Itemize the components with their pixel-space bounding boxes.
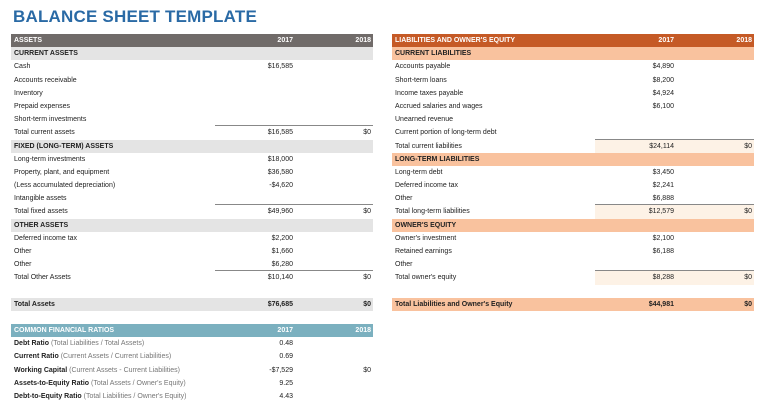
row-label: Total Other Assets	[14, 274, 71, 282]
table-row	[11, 245, 373, 258]
total-cell-bg	[595, 270, 754, 284]
ratio-formula: (Current Assets / Current Liabilities)	[60, 353, 172, 361]
row-label: Prepaid expenses	[14, 102, 71, 110]
value-2017[interactable]: $4,890	[652, 63, 674, 71]
value-2018: $0	[744, 300, 752, 308]
ratios-table	[11, 324, 373, 403]
section-current	[392, 47, 754, 60]
row-label: Long-term debt	[395, 168, 443, 176]
table-row	[11, 74, 373, 87]
value-2017[interactable]: $1,660	[271, 248, 293, 255]
row-label: Income taxes payable	[395, 89, 464, 97]
total-longterm	[392, 205, 754, 218]
ratios-header	[11, 324, 373, 337]
row-label: Owner's investment	[395, 234, 457, 242]
table-row	[11, 100, 373, 113]
table-row	[392, 113, 754, 126]
row-label: Cash	[14, 63, 31, 71]
value-2017[interactable]: $6,888	[652, 195, 674, 203]
value-2017[interactable]: $6,100	[652, 102, 674, 110]
value-2017[interactable]: $18,000	[267, 155, 293, 163]
row-label: Property, plant, and equipment	[14, 168, 110, 176]
row-label: Total Liabilities and Owner's Equity	[395, 300, 513, 308]
liabilities-table	[392, 34, 754, 311]
total-cell-bg	[595, 204, 754, 218]
value-2018: $0	[363, 129, 371, 137]
section-title: OTHER ASSETS	[14, 221, 69, 229]
value-2017: $24,114	[649, 142, 674, 150]
liabilities-header	[392, 34, 754, 47]
total-liabilities-equity-row	[392, 298, 754, 311]
value-2017[interactable]: $2,200	[271, 234, 293, 242]
table-row	[11, 153, 373, 166]
ratio-formula: (Total Assets / Owner's Equity)	[91, 379, 186, 387]
value-2017: 2017	[277, 327, 293, 334]
ratio-formula: (Total Liabilities / Total Assets)	[50, 340, 145, 348]
row-label: Total Assets	[14, 300, 55, 308]
ratio-name: Assets-to-Equity Ratio	[14, 379, 90, 387]
row-label: Current portion of long-term debt	[395, 129, 497, 137]
page-title: BALANCE SHEET TEMPLATE	[13, 7, 257, 26]
section-title: OWNER'S EQUITY	[395, 221, 457, 229]
section-other-assets	[11, 219, 373, 232]
row-label: Accounts payable	[395, 63, 451, 71]
total-equity	[392, 271, 754, 284]
section-equity	[392, 219, 754, 232]
row-label: Short-term investments	[14, 116, 87, 124]
ratio-name: Current Ratio	[14, 353, 59, 361]
total-current	[392, 140, 754, 153]
total-underline	[215, 204, 373, 205]
table-row	[392, 100, 754, 113]
table-row	[11, 166, 373, 179]
value-2017[interactable]: $2,100	[652, 234, 674, 242]
ratio-name: Debt Ratio	[14, 340, 49, 348]
row-label: LIABILITIES AND OWNER'S EQUITY	[395, 37, 516, 44]
value-2018: $0	[363, 300, 371, 308]
value-2018: 2018	[736, 37, 752, 44]
value-2018: 2018	[355, 37, 371, 44]
section-title: CURRENT ASSETS	[14, 50, 78, 58]
section-title: FIXED (LONG-TERM) ASSETS	[14, 142, 114, 150]
ratio-row	[11, 390, 373, 403]
value-2017[interactable]: $8,200	[652, 76, 674, 84]
row-label: (Less accumulated depreciation)	[14, 182, 116, 190]
value-2017[interactable]: $2,241	[652, 182, 674, 190]
table-row	[11, 60, 373, 73]
row-label: ASSETS	[14, 37, 43, 44]
value-2017[interactable]: $6,280	[271, 261, 293, 269]
assets-table	[11, 34, 373, 311]
total-underline	[215, 125, 373, 126]
row-label: Total current assets	[14, 129, 75, 137]
spacer	[11, 285, 373, 298]
section-title: CURRENT LIABILITIES	[395, 50, 472, 58]
value-2018: $0	[363, 366, 371, 374]
value-2017: 4.43	[279, 392, 293, 400]
section-title: LONG-TERM LIABILITIES	[395, 155, 480, 163]
row-label: Deferred income tax	[14, 234, 78, 242]
value-2018: 2018	[355, 327, 371, 334]
value-2017: 2017	[277, 37, 293, 44]
table-row	[11, 179, 373, 192]
table-row	[392, 166, 754, 179]
assets-header	[11, 34, 373, 47]
row-label: Total long-term liabilities	[395, 208, 470, 216]
value-2017: $10,140	[267, 274, 293, 282]
section-longterm	[392, 153, 754, 166]
total-underline	[215, 270, 373, 271]
value-2017: 0.48	[279, 340, 293, 348]
ratio-formula: (Current Assets - Current Liabilities)	[69, 366, 180, 374]
ratio-label	[14, 337, 144, 350]
table-row	[392, 87, 754, 100]
ratio-label	[14, 364, 180, 377]
row-label: Other	[395, 261, 413, 269]
row-label: Accounts receivable	[14, 76, 77, 84]
section-fixed-assets	[11, 140, 373, 153]
value-2017[interactable]: $4,924	[652, 89, 674, 97]
ratio-row	[11, 377, 373, 390]
ratio-name: Working Capital	[14, 366, 68, 374]
value-2018: $0	[363, 208, 371, 216]
row-label: Retained earnings	[395, 248, 452, 255]
table-row	[11, 87, 373, 100]
table-row	[392, 74, 754, 87]
value-2017[interactable]: $3,450	[652, 168, 674, 176]
table-row	[392, 232, 754, 245]
ratio-label	[14, 390, 187, 403]
value-2018: $0	[744, 142, 752, 150]
ratio-name: Debt-to-Equity Ratio	[14, 392, 82, 400]
value-2017: $76,685	[267, 300, 293, 308]
row-label: Short-term loans	[395, 76, 447, 84]
table-row	[392, 179, 754, 192]
value-2017[interactable]: -$4,620	[269, 182, 293, 190]
value-2017[interactable]: $36,580	[267, 168, 293, 176]
ratio-row	[11, 337, 373, 350]
value-2017: $12,579	[648, 208, 674, 216]
ratio-label	[14, 377, 186, 390]
row-label: Unearned revenue	[395, 116, 453, 124]
row-label: COMMON FINANCIAL RATIOS	[14, 327, 115, 334]
value-2017[interactable]: $16,585	[267, 63, 293, 71]
row-label: Other	[14, 248, 32, 255]
total-assets-row	[11, 298, 373, 311]
total-other-assets	[11, 271, 373, 284]
table-row	[392, 245, 754, 258]
total-fixed-assets	[11, 205, 373, 218]
value-2017: $49,960	[267, 208, 293, 216]
section-current-assets	[11, 47, 373, 60]
row-label: Intangible assets	[14, 195, 67, 203]
ratio-row	[11, 364, 373, 377]
row-label: Inventory	[14, 89, 43, 97]
value-2017: 9.25	[279, 379, 293, 387]
value-2017: -$7,529	[269, 366, 293, 374]
row-label: Total owner's equity	[395, 274, 457, 282]
ratio-formula: (Total Liabilities / Owner's Equity)	[83, 392, 187, 400]
value-2017: $8,288	[652, 274, 674, 282]
value-2018: $0	[744, 274, 752, 282]
table-row	[392, 60, 754, 73]
value-2018: $0	[744, 208, 752, 216]
row-label: Accrued salaries and wages	[395, 102, 483, 110]
value-2018: $0	[363, 274, 371, 282]
ratio-row	[11, 350, 373, 363]
value-2017: $16,585	[267, 129, 293, 137]
row-label: Total current liabilities	[395, 142, 462, 150]
row-label: Deferred income tax	[395, 182, 459, 190]
total-current-assets	[11, 126, 373, 139]
value-2017: 2017	[658, 37, 674, 44]
spacer	[392, 285, 754, 298]
total-cell-bg	[595, 139, 754, 153]
ratio-label	[14, 350, 171, 363]
table-row	[11, 232, 373, 245]
row-label: Long-term investments	[14, 155, 86, 163]
row-label: Total fixed assets	[14, 208, 68, 216]
value-2017: 0.69	[279, 353, 293, 361]
row-label: Other	[395, 195, 413, 203]
row-label: Other	[14, 261, 32, 269]
value-2017[interactable]: $6,188	[652, 248, 674, 255]
value-2017: $44,981	[648, 300, 674, 308]
